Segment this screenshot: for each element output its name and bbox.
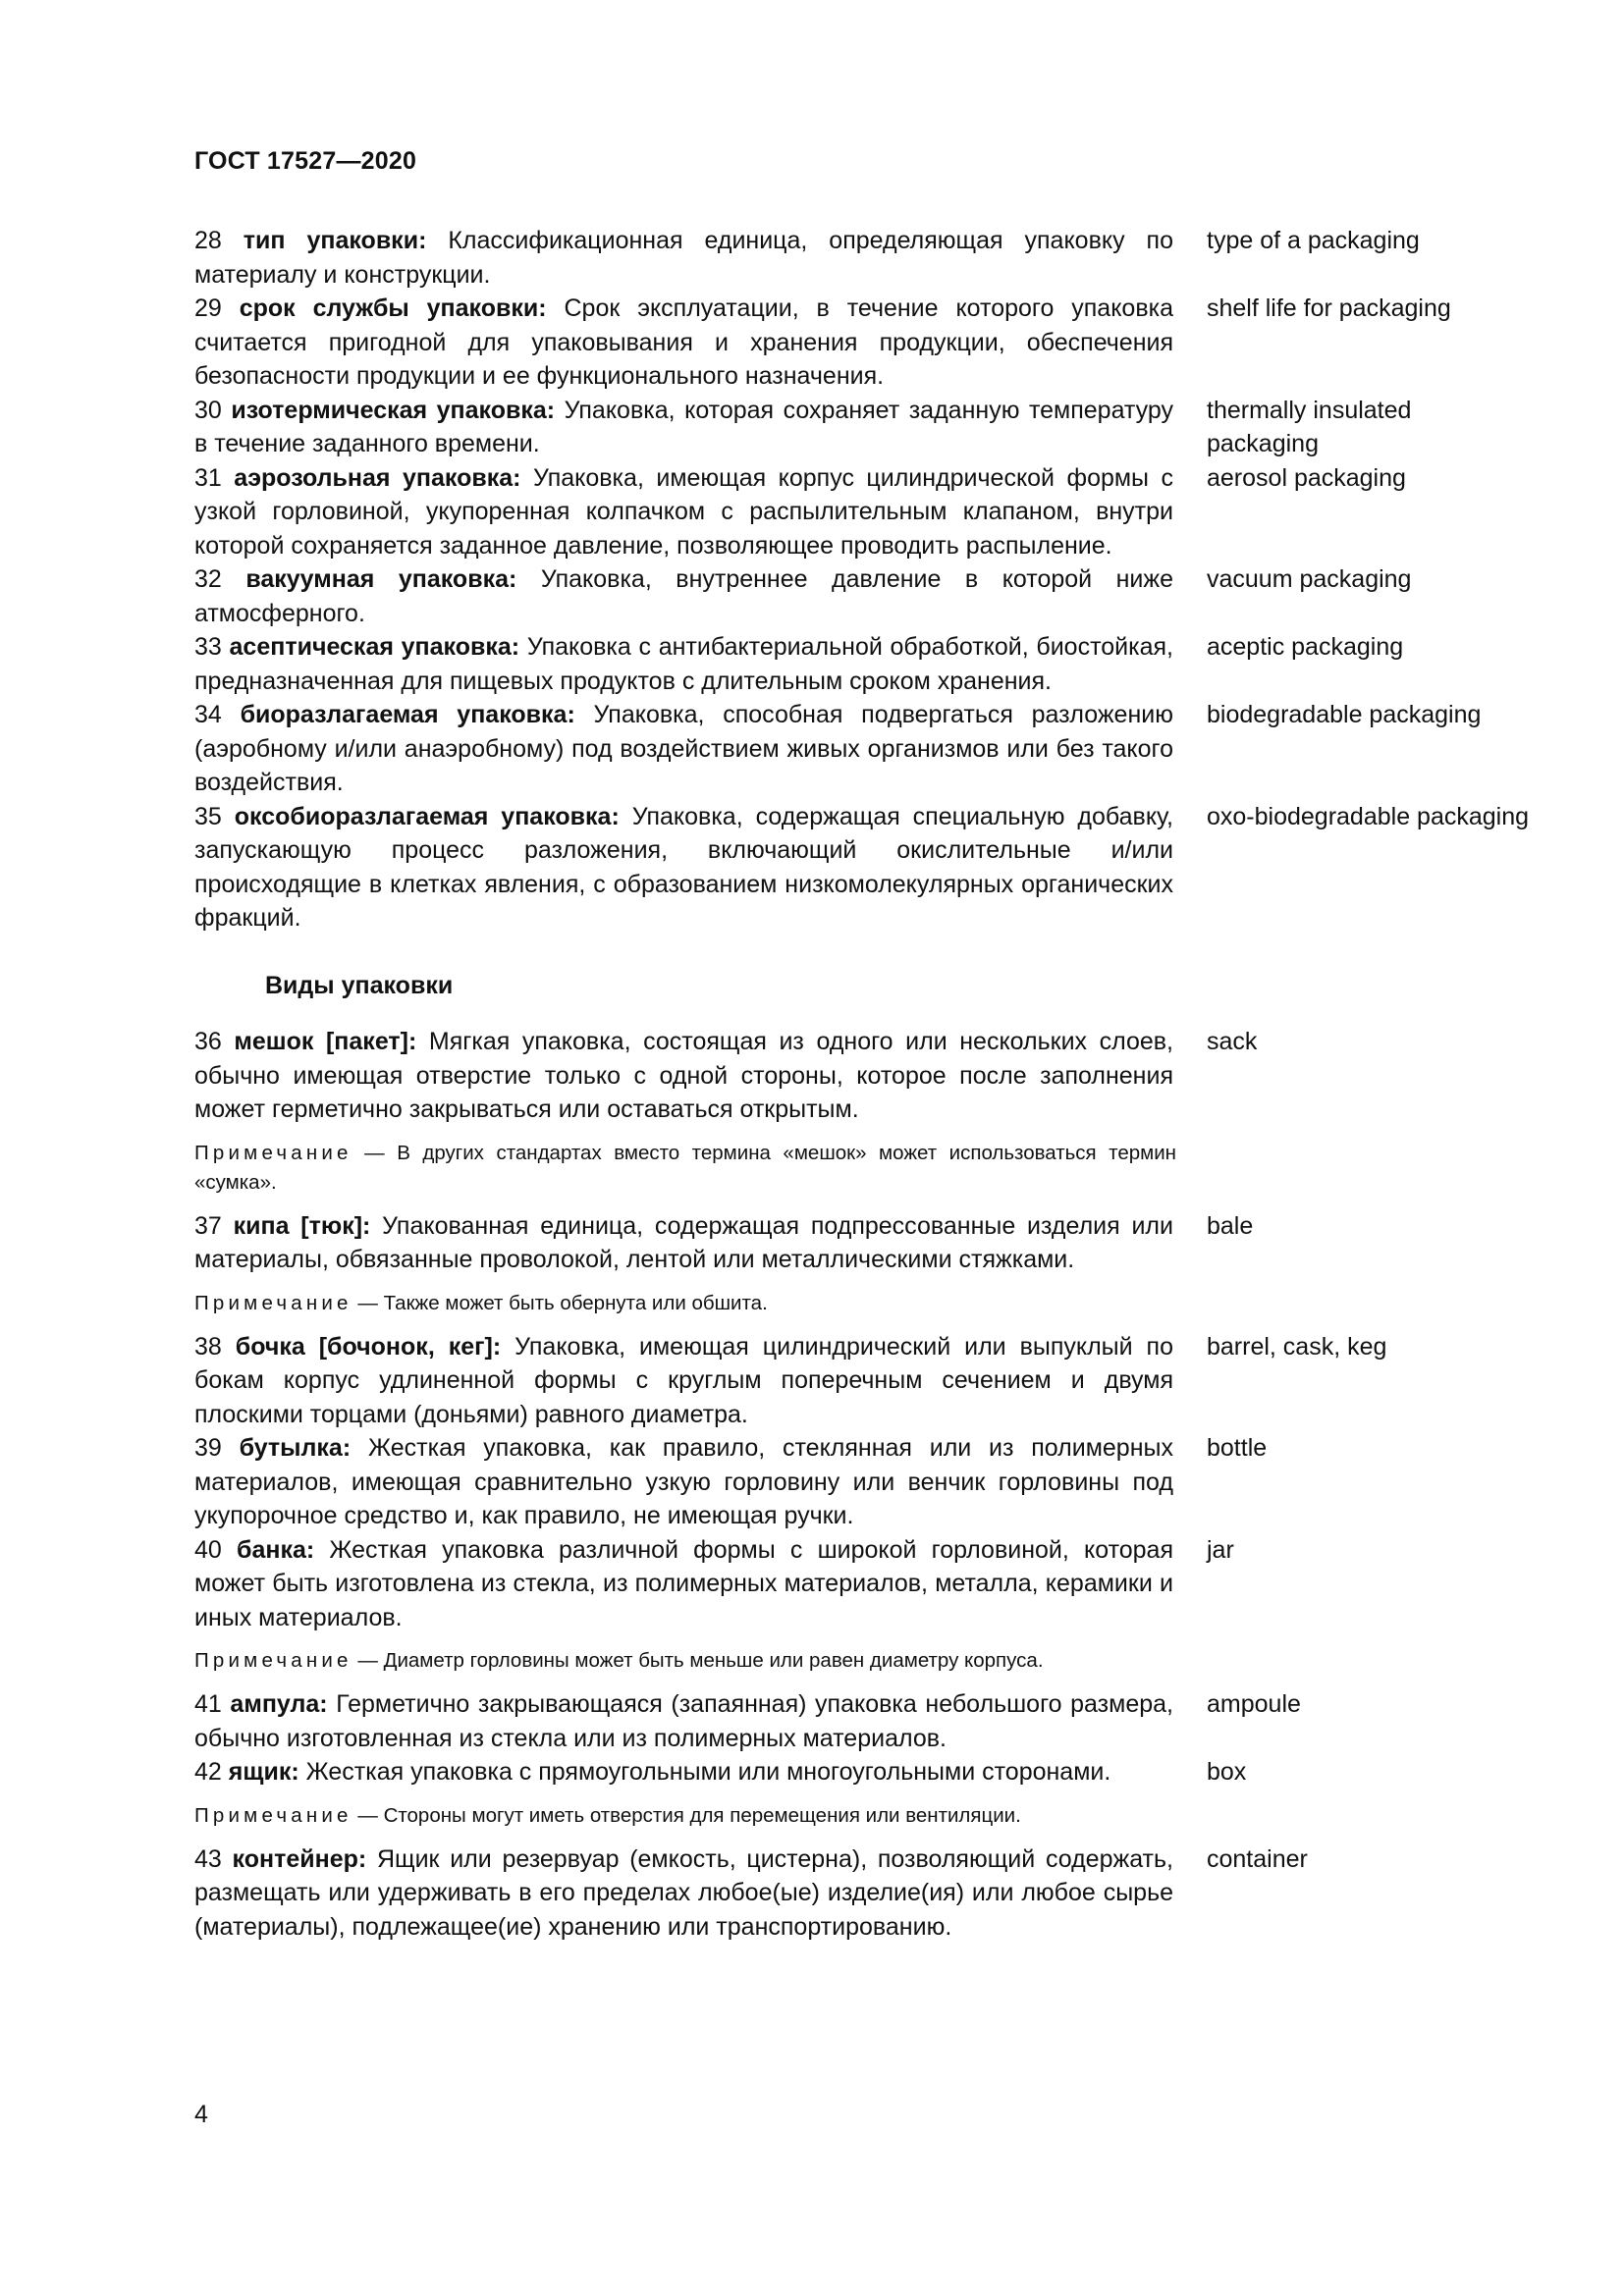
term-definition (194, 1330, 1173, 1432)
term-text: Упаковка, способная подвергаться разложению (аэробному и/или анаэробному) под воздействием живых организмов или без такого воздействия. (194, 701, 1173, 796)
term-definition (194, 1842, 1173, 1945)
term-definition (194, 224, 1173, 292)
term-name: кипа [тюк]: (233, 1211, 371, 1240)
term-number: 40 (194, 1535, 222, 1564)
note-label: Примечание (194, 1649, 352, 1672)
term-name: банка: (237, 1535, 315, 1564)
term-name: мешок [пакет]: (234, 1028, 417, 1055)
term-name: ампула: (230, 1690, 328, 1718)
term-entry-36 (194, 1025, 1530, 1127)
note-separator: — (357, 1803, 378, 1827)
term-name: тип упаковки: (243, 227, 427, 254)
english-equivalent: barrel, cask, keg (1207, 1332, 1387, 1361)
term-entry-40 (194, 1533, 1530, 1635)
term-entry-39 (194, 1431, 1530, 1533)
term-name: бутылка: (239, 1434, 352, 1462)
english-equivalent: type of a packaging (1207, 227, 1420, 254)
english-equivalent: ampoule (1207, 1690, 1301, 1718)
term-text: Срок эксплуатации, в течение которого упаковка считается пригодной для упаковывания и хранения продукции, обеспечения безопасности продукции и ее функционального назначения. (194, 294, 1174, 390)
term-text: Упаковка, содержащая специальную добавку, запускающую процесс разложения, включающий окислительные и/или происходящие в клетках явления, с образованием низкомолекулярных органических фракций. (194, 802, 1173, 932)
term-name: контейнер: (232, 1844, 367, 1873)
term-entry-33 (194, 630, 1530, 698)
term-entry-38 (194, 1330, 1530, 1432)
term-number: 43 (194, 1844, 222, 1873)
term-entry-37 (194, 1209, 1530, 1277)
term-text: Упаковка, имеющая цилиндрический или выпуклый по бокам корпус удлиненной формы с круглым поперечным сечением и двумя плоскими торцами (доньями) равного диаметра. (194, 1332, 1173, 1428)
term-text: Классификационная единица, определяющая упаковку по материалу и конструкции. (194, 227, 1173, 289)
term-entry-28 (194, 224, 1530, 292)
term-text: Упаковка, которая сохраняет заданную температуру в течение заданного времени. (194, 396, 1173, 457)
term-definition (194, 1755, 1173, 1789)
section-title: Виды упаковки (265, 971, 454, 999)
note-text: В других стандартах вместо термина «мешок» может использоваться термин «сумка». (194, 1141, 1176, 1194)
term-number: 39 (194, 1434, 222, 1462)
term-text: Упакованная единица, содержащая подпрессованные изделия или материалы, обвязанные проволокой, лентой или металлическими стяжками. (194, 1211, 1173, 1273)
note-separator: — (357, 1649, 378, 1672)
note-text: Стороны могут иметь отверстия для перемещения или вентиляции. (383, 1803, 1021, 1827)
term-name: бочка [бочонок, кег]: (235, 1332, 502, 1361)
term-number: 38 (194, 1332, 222, 1361)
term-entry-41 (194, 1687, 1530, 1755)
term-entry-30 (194, 394, 1530, 461)
english-equivalent: vacuum packaging (1207, 565, 1412, 593)
english-equivalent: bottle (1207, 1434, 1268, 1462)
term-definition (194, 800, 1173, 935)
term-text: Жесткая упаковка с прямоугольными или многоугольными сторонами. (305, 1758, 1111, 1786)
term-name: ящик: (228, 1758, 299, 1786)
term-entry-43 (194, 1842, 1530, 1945)
term-name: вакуумная упаковка: (245, 565, 517, 593)
term-name: срок службы упаковки: (239, 294, 547, 322)
term-definition (194, 1431, 1173, 1533)
note-37 (194, 1289, 1176, 1318)
term-name: аэрозольная упаковка: (234, 463, 521, 492)
term-definition (194, 461, 1173, 563)
english-equivalent: sack (1207, 1028, 1258, 1055)
term-text: Жесткая упаковка, как правило, стеклянная или из полимерных материалов, имеющая сравнительно узкую горловину или венчик горловины под укупорочное средство и, как правило, не имеющая ручки. (194, 1434, 1173, 1529)
note-42 (194, 1801, 1176, 1831)
english-equivalent: jar (1207, 1535, 1234, 1564)
term-entry-32 (194, 562, 1530, 630)
term-number: 29 (194, 294, 222, 322)
term-number: 30 (194, 396, 222, 424)
english-equivalent: aerosol packaging (1207, 463, 1406, 492)
term-definition (194, 394, 1173, 461)
note-40 (194, 1646, 1176, 1676)
note-36 (194, 1139, 1176, 1198)
term-name: изотермическая упаковка: (231, 396, 556, 424)
english-equivalent: box (1207, 1758, 1247, 1786)
english-equivalent: thermally insulated packaging (1207, 396, 1412, 457)
note-text: Также может быть обернута или обшита. (383, 1291, 768, 1314)
term-number: 28 (194, 227, 222, 254)
english-equivalent: oxo-biodegradable packaging (1207, 802, 1530, 830)
term-text: Ящик или резервуар (емкость, цистерна), позволяющий содержать, размещать или удерживать в его пределах любое(ые) изделие(ия) или любое сырье (материалы), подлежащее(ие) хранению или транспортированию. (194, 1844, 1173, 1941)
term-text: Упаковка, внутреннее давление в которой ниже атмосферного. (194, 565, 1174, 627)
term-name: оксобиоразлагаемая упаковка: (234, 802, 620, 830)
term-definition (194, 1025, 1173, 1127)
term-number: 36 (194, 1028, 222, 1055)
term-entry-42 (194, 1755, 1530, 1789)
term-definition (194, 630, 1173, 698)
term-entry-35 (194, 800, 1530, 935)
english-equivalent: bale (1207, 1211, 1254, 1240)
term-number: 42 (194, 1758, 222, 1786)
term-definition (194, 1209, 1173, 1277)
term-number: 35 (194, 802, 222, 830)
term-definition (194, 1687, 1173, 1755)
note-label: Примечание (194, 1291, 352, 1314)
term-text: Мягкая упаковка, состоящая из одного или нескольких слоев, обычно имеющая отверстие только с одной стороны, которое после заполнения может герметично закрываться или оставаться открытым. (194, 1028, 1174, 1123)
term-text: Упаковка с антибактериальной обработкой, биостойкая, предназначенная для пищевых продуктов с длительным сроком хранения. (194, 633, 1173, 695)
page-number: 4 (194, 2101, 208, 2128)
term-entry-34 (194, 698, 1530, 800)
term-definition (194, 292, 1173, 394)
note-label: Примечание (194, 1141, 352, 1164)
term-number: 33 (194, 633, 222, 661)
document-code-header: ГОСТ 17527—2020 (194, 147, 417, 175)
term-entry-29 (194, 292, 1530, 394)
english-equivalent: shelf life for packaging (1207, 294, 1451, 322)
term-number: 37 (194, 1211, 222, 1240)
english-equivalent: aceptic packaging (1207, 633, 1404, 661)
note-separator: — (364, 1141, 385, 1164)
term-entry-31 (194, 461, 1530, 563)
term-text: Жесткая упаковка различной формы с широкой горловиной, которая может быть изготовлена из стекла, из полимерных материалов, металла, керамики и иных материалов. (194, 1535, 1173, 1631)
terms-content (194, 224, 1530, 1944)
term-name: асептическая упаковка: (229, 633, 520, 661)
term-number: 32 (194, 565, 222, 593)
note-text: Диаметр горловины может быть меньше или равен диаметру корпуса. (383, 1649, 1044, 1672)
term-text: Герметично закрывающаяся (запаянная) упаковка небольшого размера, обычно изготовленная из стекла или из полимерных материалов. (194, 1690, 1173, 1752)
term-text: Упаковка, имеющая корпус цилиндрической формы с узкой горловиной, укупоренная колпачком с распылительным клапаном, внутри которой сохраняется заданное давление, позволяющее проводить распыление. (194, 463, 1174, 560)
english-equivalent: container (1207, 1844, 1308, 1873)
term-number: 41 (194, 1690, 222, 1718)
term-number: 31 (194, 463, 222, 492)
term-definition (194, 562, 1173, 630)
term-definition (194, 1533, 1173, 1635)
note-separator: — (357, 1291, 378, 1314)
english-equivalent: biodegradable packaging (1207, 701, 1482, 728)
term-number: 34 (194, 701, 222, 728)
term-name: биоразлагаемая упаковка: (240, 701, 575, 728)
term-definition (194, 698, 1173, 800)
note-label: Примечание (194, 1803, 352, 1827)
